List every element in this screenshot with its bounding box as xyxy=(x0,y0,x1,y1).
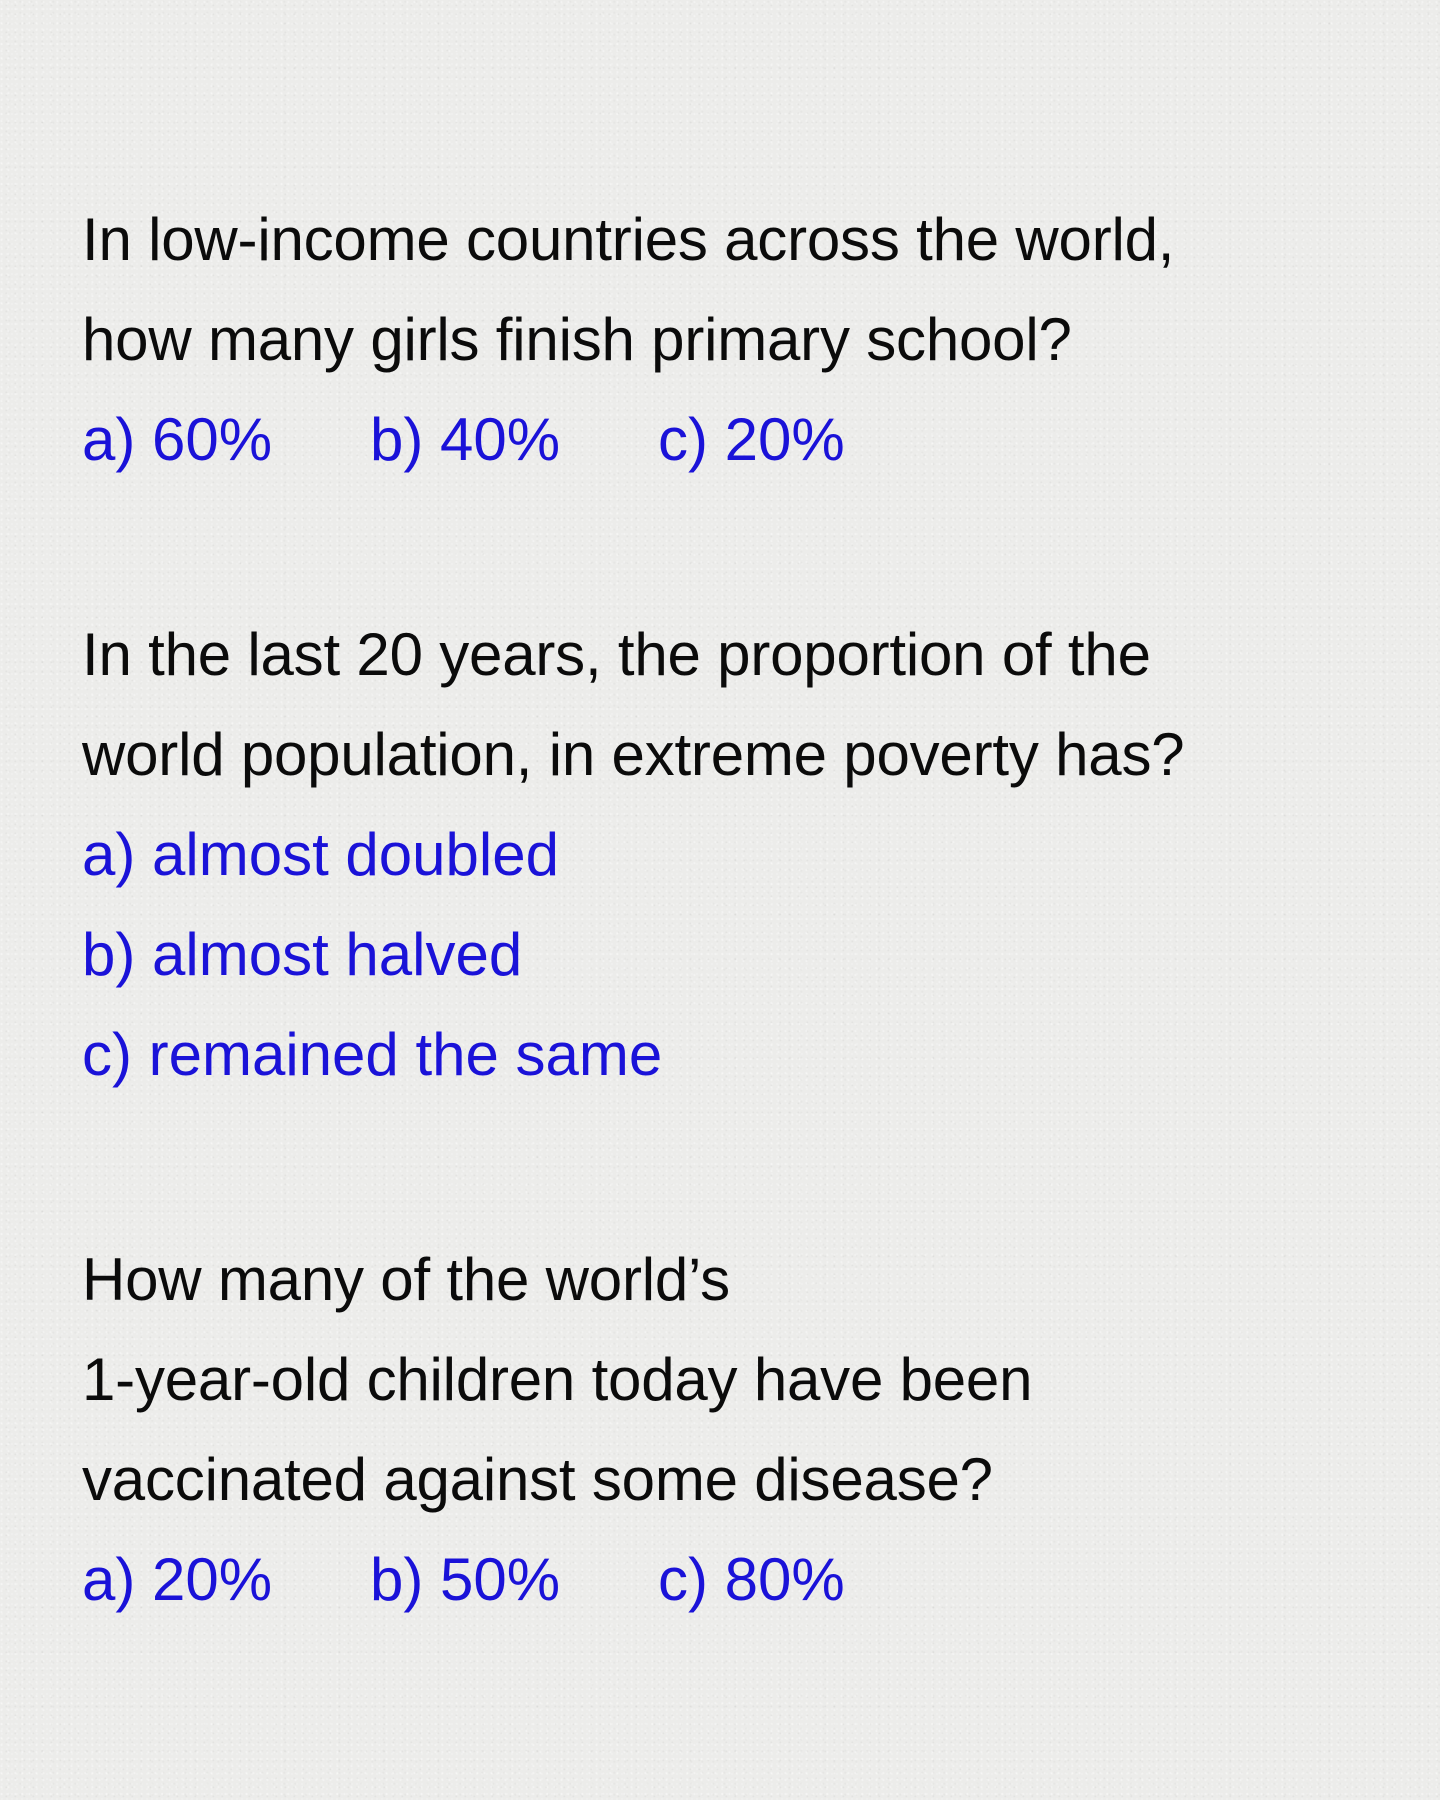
question-2-line-2: world population, in extreme poverty has? xyxy=(82,721,1185,788)
question-1-option-a: a) 60% xyxy=(82,406,273,473)
question-3-option-a: a) 20% xyxy=(82,1546,273,1613)
question-3-option-c: c) 80% xyxy=(658,1546,845,1613)
question-2-line-1: In the last 20 years, the proportion of the xyxy=(82,621,1151,688)
question-2-option-a: a) almost doubled xyxy=(82,821,559,888)
question-3-line-2: 1-year-old children today have been xyxy=(82,1346,1033,1413)
question-3-answers xyxy=(82,1530,1382,1630)
question-3-line-1: How many of the world’s xyxy=(82,1246,730,1313)
question-3 xyxy=(82,1230,1382,1630)
question-3-option-b: b) 50% xyxy=(370,1546,561,1613)
question-1-option-c: c) 20% xyxy=(658,406,845,473)
question-2-option-b: b) almost halved xyxy=(82,921,523,988)
question-1-line-2: how many girls finish primary school? xyxy=(82,306,1072,373)
question-1-answers xyxy=(82,390,1382,490)
question-1 xyxy=(82,190,1382,490)
question-1-option-b: b) 40% xyxy=(370,406,561,473)
question-2-answers xyxy=(82,805,1382,1105)
question-1-line-1: In low-income countries across the world, xyxy=(82,206,1175,273)
question-2-option-c: c) remained the same xyxy=(82,1021,663,1088)
question-3-line-3: vaccinated against some disease? xyxy=(82,1446,993,1513)
question-2 xyxy=(82,605,1382,1105)
